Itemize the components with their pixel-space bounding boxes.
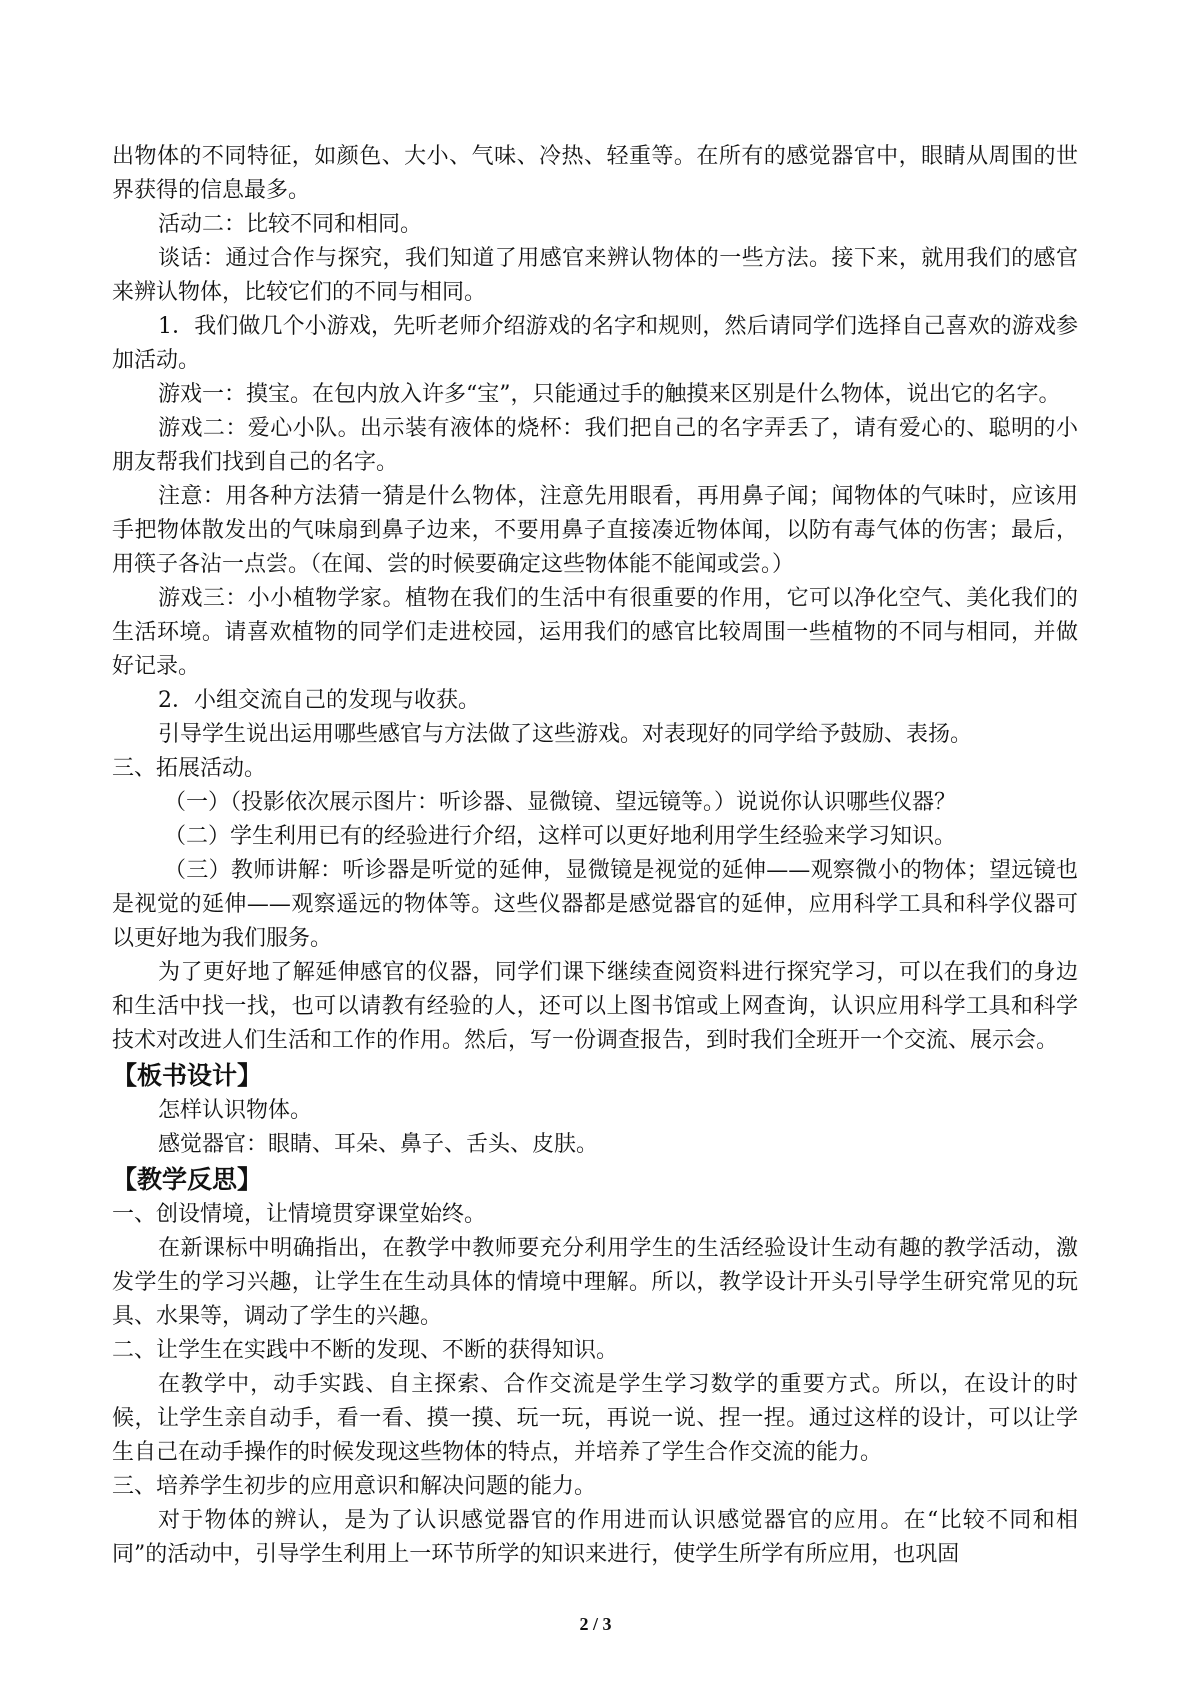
section-title: 三、培养学生初步的应用意识和解决问题的能力。: [112, 1474, 597, 1499]
paragraph: 游戏二：爱心小队。出示装有液体的烧杯：我们把自己的名字弄丢了，请有爱心的、聪明的小朋友帮我们找到自己的名字。: [112, 416, 1078, 475]
list-item: 2．小组交流自己的发现与收获。: [158, 688, 480, 713]
paragraph: 谈话：通过合作与探究，我们知道了用感官来辨认物体的一些方法。接下来，就用我们的感官来辨认物体，比较它们的不同与相同。: [112, 246, 1078, 305]
paragraph: 为了更好地了解延伸感官的仪器，同学们课下继续查阅资料进行探究学习，可以在我们的身边和生活中找一找，也可以请教有经验的人，还可以上图书馆或上网查询，认识应用科学工具和科学技术对改进人们生活和工作的作用。然后，写一份调查报告，到时我们全班开一个交流、展示会。: [112, 960, 1078, 1053]
paragraph: 游戏一：摸宝。在包内放入许多“宝”，只能通过手的触摸来区别是什么物体，说出它的名字。: [158, 382, 1061, 407]
paragraph: 注意：用各种方法猜一猜是什么物体，注意先用眼看，再用鼻子闻；闻物体的气味时，应该用手把物体散发出的气味扇到鼻子边来，不要用鼻子直接凑近物体闻，以防有毒气体的伤害；最后，用筷子各沾一点尝。（在闻、尝的时候要确定这些物体能不能闻或尝。）: [112, 484, 1078, 577]
teaching-reflection-heading: 【教学反思】: [112, 1165, 263, 1194]
paragraph: 感觉器官：眼睛、耳朵、鼻子、舌头、皮肤。: [158, 1132, 599, 1157]
paragraph: 在新课标中明确指出，在教学中教师要充分利用学生的生活经验设计生动有趣的教学活动，激发学生的学习兴趣，让学生在生动具体的情境中理解。所以，教学设计开头引导学生研究常见的玩具、水果等，调动了学生的兴趣。: [112, 1236, 1078, 1329]
board-design-heading: 【板书设计】: [112, 1061, 263, 1090]
list-item: （三）教师讲解：听诊器是听觉的延伸，显微镜是视觉的延伸——观察微小的物体；望远镜也是视觉的延伸——观察遥远的物体等。这些仪器都是感觉器官的延伸，应用科学工具和科学仪器可以更好地为我们服务。: [112, 858, 1078, 951]
paragraph: 在教学中，动手实践、自主探索、合作交流是学生学习数学的重要方式。所以，在设计的时候，让学生亲自动手，看一看、摸一摸、玩一玩，再说一说、捏一捏。通过这样的设计，可以让学生自己在动手操作的时候发现这些物体的特点，并培养了学生合作交流的能力。: [112, 1372, 1078, 1465]
section-title: 三、拓展活动。: [112, 756, 267, 781]
paragraph: 游戏三：小小植物学家。植物在我们的生活中有很重要的作用，它可以净化空气、美化我们的生活环境。请喜欢植物的同学们走进校园，运用我们的感官比较周围一些植物的不同与相同，并做好记录。: [112, 586, 1078, 679]
paragraph: 对于物体的辨认，是为了认识感觉器官的作用进而认识感觉器官的应用。在“比较不同和相同”的活动中，引导学生利用上一环节所学的知识来进行，使学生所学有所应用，也巩固: [112, 1508, 1078, 1567]
list-item: （一）（投影依次展示图片：听诊器、显微镜、望远镜等。）说说你认识哪些仪器？: [164, 790, 957, 815]
paragraph: 出物体的不同特征，如颜色、大小、气味、冷热、轻重等。在所有的感觉器官中，眼睛从周围的世界获得的信息最多。: [112, 144, 1078, 203]
paragraph: 引导学生说出运用哪些感官与方法做了这些游戏。对表现好的同学给予鼓励、表扬。: [158, 722, 973, 747]
paragraph: 怎样认识物体。: [158, 1098, 313, 1123]
activity-title: 活动二：比较不同和相同。: [158, 212, 423, 237]
section-title: 二、让学生在实践中不断的发现、不断的获得知识。: [112, 1338, 619, 1363]
list-item: （二）学生利用已有的经验进行介绍，这样可以更好地利用学生经验来学习知识。: [164, 824, 957, 849]
document-page: [112, 140, 1078, 1572]
list-item: 1．我们做几个小游戏，先听老师介绍游戏的名字和规则，然后请同学们选择自己喜欢的游戏参加活动。: [112, 314, 1078, 373]
section-title: 一、创设情境，让情境贯穿课堂始终。: [112, 1202, 487, 1227]
page-number: 2 / 3: [579, 1614, 612, 1634]
